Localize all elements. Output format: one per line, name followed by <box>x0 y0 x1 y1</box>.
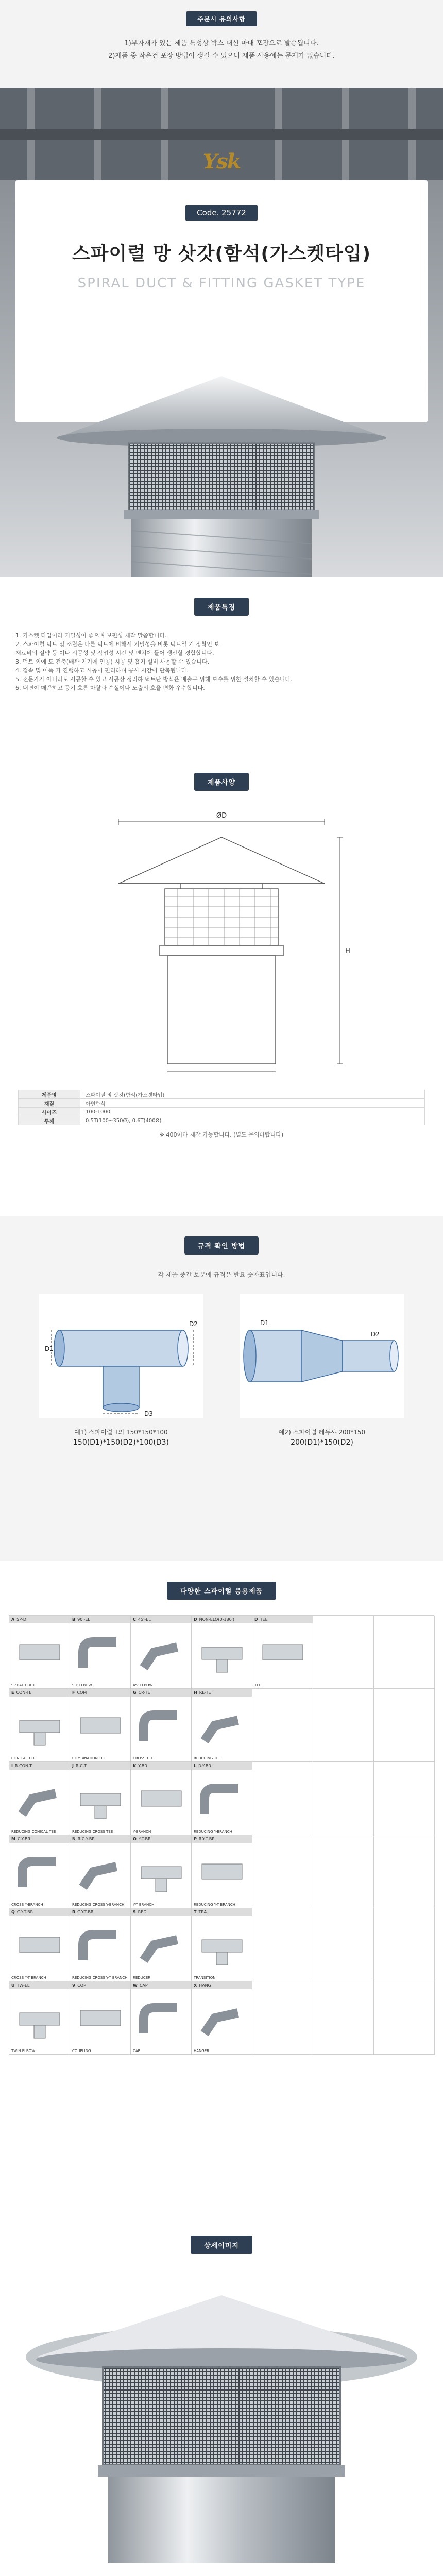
notice-badge: 주문시 유의사항 <box>186 11 257 26</box>
fitting-illustration <box>131 1843 191 1900</box>
type-letter: J <box>72 1764 74 1768</box>
fitting-illustration <box>9 1697 70 1754</box>
type-letter: N <box>72 1837 76 1841</box>
type-letter: I <box>11 1764 13 1768</box>
spec-value: 아연함석 <box>80 1099 425 1108</box>
type-name: CROSS TEE <box>133 1756 154 1760</box>
type-letter: Q <box>11 1910 15 1914</box>
type-code-text: SP-D <box>16 1617 26 1622</box>
fitting-illustration <box>192 1624 252 1681</box>
dim-label: D2 <box>371 1331 380 1338</box>
example-formula: 150(D1)*150(D2)*100(D3) <box>73 1438 169 1447</box>
product-photo <box>0 366 443 577</box>
type-code <box>9 1616 70 1623</box>
fitting-illustration <box>192 1697 252 1754</box>
type-cell <box>252 1762 313 1835</box>
type-cell <box>70 1835 131 1908</box>
type-name: Y-BRANCH <box>133 1829 151 1834</box>
type-code <box>9 1689 70 1697</box>
type-cell <box>131 1762 192 1835</box>
type-code <box>9 1981 70 1989</box>
type-code <box>192 1835 252 1843</box>
fitting-illustration <box>70 1770 130 1827</box>
type-code-text: 90'-EL <box>77 1617 90 1622</box>
type-letter: R <box>72 1910 76 1914</box>
type-name: CROSS Y-T BRANCH <box>11 1976 46 1980</box>
type-letter: E <box>11 1690 14 1695</box>
type-code <box>131 1835 191 1843</box>
type-letter: A <box>11 1617 15 1622</box>
type-code <box>70 1835 130 1843</box>
type-code-text: 45'-EL <box>138 1617 151 1622</box>
fitting-illustration <box>70 1624 130 1681</box>
product-code: Code. 25772 <box>185 205 258 221</box>
type-cell <box>192 1689 252 1762</box>
type-cell <box>9 1616 70 1689</box>
type-cell <box>9 1908 70 1981</box>
order-notice <box>0 0 443 88</box>
type-name: REDUCING CROSS TEE <box>72 1829 113 1834</box>
type-letter: X <box>194 1983 197 1988</box>
fitting-illustration <box>9 1917 70 1973</box>
fitting-illustration <box>70 1843 130 1900</box>
dim-label: D1 <box>260 1319 269 1327</box>
type-letter: L <box>194 1764 197 1768</box>
type-code <box>131 1689 191 1697</box>
spec-label: 제품명 <box>19 1090 80 1099</box>
type-code <box>70 1689 130 1697</box>
tee-diagram <box>39 1294 203 1418</box>
feature-list <box>15 631 443 692</box>
type-code-text: TRA <box>198 1910 207 1914</box>
type-code-text: R-Y-T-BR <box>198 1837 215 1841</box>
type-code-text: COM <box>77 1690 87 1695</box>
type-name: TEE <box>254 1683 262 1687</box>
type-code <box>192 1762 252 1770</box>
type-code-text: C-Y-T-BR <box>77 1910 94 1914</box>
type-letter: W <box>133 1983 138 1988</box>
type-cell <box>374 1689 435 1762</box>
type-code <box>70 1981 130 1989</box>
type-code <box>131 1616 191 1623</box>
feature-item: 2. 스파이럴 덕트 및 조립은 다른 덕트에 비해서 기밀성을 비롯 덕트일 기 정확인 보 <box>15 641 219 648</box>
type-cell <box>313 1762 374 1835</box>
fitting-illustration <box>192 1917 252 1973</box>
type-code <box>192 1981 252 1989</box>
table-row <box>19 1108 425 1116</box>
dim-label: D3 <box>144 1410 153 1417</box>
type-letter: C <box>133 1617 136 1622</box>
type-cell <box>131 1981 192 2055</box>
features-title: 제품특징 <box>194 598 249 616</box>
detail-photo-fittings <box>15 2568 428 2576</box>
features-section <box>0 577 443 752</box>
dim-label: D1 <box>45 1345 54 1352</box>
type-code-text: CON-TE <box>16 1690 32 1695</box>
type-name: SPIRAL DUCT <box>11 1683 35 1687</box>
feature-item: 4. 접속 및 어폭 가 진행하고 시공이 편리하며 공사 시간이 단축됩니다. <box>15 667 189 674</box>
feature-item: 1. 가스켓 타입이라 기밀성이 좋으며 보편성 제작 말씀합니다. <box>15 632 167 639</box>
spec-label: 두께 <box>19 1116 80 1125</box>
feature-item: 3. 덕트 외에 도 건축(배관 기기에 인공) 시공 및 흡기 설비 사용할 수 있습니다. <box>15 658 210 665</box>
notice-line: 2)제품 중 작은건 포장 방법이 생길 수 있으니 제품 사용에는 문제가 없습니다. <box>108 52 335 60</box>
fitting-illustration <box>9 1990 70 2046</box>
type-name: CONICAL TEE <box>11 1756 36 1760</box>
type-cell <box>9 1689 70 1762</box>
type-name: COMBINATION TEE <box>72 1756 106 1760</box>
type-cell <box>192 1835 252 1908</box>
type-name: 90' ELBOW <box>72 1683 92 1687</box>
table-row <box>19 1099 425 1108</box>
type-cell <box>9 1835 70 1908</box>
product-subtitle: SPIRAL DUCT & FITTING GASKET TYPE <box>77 276 366 291</box>
fitting-illustration <box>131 1624 191 1681</box>
fitting-illustration <box>192 1770 252 1827</box>
fitting-illustration <box>192 1843 252 1900</box>
type-cell <box>374 1981 435 2055</box>
type-name: REDUCING CONICAL TEE <box>11 1829 56 1834</box>
type-cell <box>70 1762 131 1835</box>
fitting-illustration <box>131 1917 191 1973</box>
type-cell <box>9 1762 70 1835</box>
type-letter: D <box>254 1617 258 1622</box>
type-code-text: R-Y-BR <box>198 1764 211 1768</box>
size-guide-section <box>0 1216 443 1561</box>
type-code-text: HANG <box>199 1983 211 1988</box>
type-cell <box>192 1616 252 1689</box>
type-cell <box>252 1908 313 1981</box>
spec-value: 100-1000 <box>80 1108 425 1116</box>
type-cell <box>313 1689 374 1762</box>
type-name: REDUCING CROSS Y-T BRANCH <box>72 1976 128 1980</box>
guide-caption <box>39 1427 203 1448</box>
type-code <box>192 1689 252 1697</box>
type-cell <box>9 1981 70 2055</box>
type-cell <box>252 1689 313 1762</box>
detail-photo-cap <box>15 2275 428 2563</box>
fitting-illustration <box>252 1624 313 1681</box>
type-name: Y-T BRANCH <box>133 1903 155 1907</box>
type-code-text: RED <box>138 1910 147 1914</box>
type-cell <box>70 1908 131 1981</box>
feature-item: 5. 전문가가 아니라도 시공할 수 있고 시공상 정리하 덕트단 방식은 배출구 위해 보수를 위한 설치할 수 있습니다. <box>15 676 293 683</box>
type-cell <box>252 1835 313 1908</box>
type-cell <box>374 1762 435 1835</box>
dim-label: ØD <box>216 812 227 820</box>
type-code-text: CAP <box>139 1983 148 1988</box>
type-letter: F <box>72 1690 75 1695</box>
type-letter: G <box>133 1690 137 1695</box>
spec-value: 스파이럴 망 삿갓(함석(가스켓타입) <box>80 1090 425 1099</box>
type-cell <box>131 1908 192 1981</box>
type-name: CAP <box>133 2049 140 2053</box>
type-cell <box>70 1616 131 1689</box>
type-cell <box>252 1981 313 2055</box>
type-cell <box>374 1835 435 1908</box>
type-cell <box>313 1835 374 1908</box>
guide-intro: 각 제품 중간 보분에 규격은 반요 숫자표입니다. <box>158 1271 285 1278</box>
type-code-text: TEE <box>260 1617 268 1622</box>
type-letter: M <box>11 1837 15 1841</box>
example-formula: 200(D1)*150(D2) <box>291 1438 353 1447</box>
dim-label: D2 <box>189 1320 198 1328</box>
fitting-illustration <box>131 1697 191 1754</box>
product-title: 스파이럴 망 삿갓(함석(가스켓타입) <box>72 243 371 264</box>
type-code-text: R-C-Y-BR <box>77 1837 95 1841</box>
fitting-illustration <box>9 1770 70 1827</box>
type-letter: K <box>133 1764 137 1768</box>
type-cell <box>70 1689 131 1762</box>
type-cell <box>131 1689 192 1762</box>
guide-title: 규격 확인 방법 <box>184 1236 259 1255</box>
spec-value: 0.5T(100~350Ø), 0.6T(400Ø) <box>80 1116 425 1125</box>
type-letter: U <box>11 1983 15 1988</box>
type-letter: S <box>133 1910 136 1914</box>
type-code-text: C-Y-T-BR <box>16 1910 33 1914</box>
fitting-illustration <box>70 1697 130 1754</box>
fitting-illustration <box>131 1990 191 2046</box>
guide-caption <box>240 1427 404 1448</box>
type-letter: P <box>194 1837 197 1841</box>
type-code-text: COP <box>77 1983 86 1988</box>
types-title: 다양한 스파이럴 응용제품 <box>167 1582 276 1600</box>
type-code <box>70 1908 130 1916</box>
type-name: REDUCING TEE <box>194 1756 221 1760</box>
type-cell <box>252 1616 313 1689</box>
fitting-illustration <box>9 1843 70 1900</box>
detail-images-section <box>0 2215 443 2576</box>
table-row <box>19 1090 425 1099</box>
product-types-section <box>0 1561 443 2215</box>
type-name: REDUCER <box>133 1976 150 1980</box>
type-code <box>252 1616 313 1623</box>
type-code <box>131 1981 191 1989</box>
feature-item: 6. 내면이 매끈하고 공기 흐름 마찰과 손실이나 노출의 효율 변화 우수합니다. <box>15 685 205 691</box>
type-code <box>131 1908 191 1916</box>
type-cell <box>192 1762 252 1835</box>
fitting-illustration <box>70 1917 130 1973</box>
type-code-text: NON-ELO(0-180') <box>199 1617 235 1622</box>
types-grid <box>9 1615 434 2055</box>
type-cell <box>374 1616 435 1689</box>
type-code-text: TW-EL <box>16 1983 30 1988</box>
type-cell <box>313 1616 374 1689</box>
example-caption: 예1) 스파이럴 T의 150*150*100 <box>74 1429 168 1436</box>
type-letter: T <box>194 1910 197 1914</box>
spec-note: ※ 400이하 제작 가능합니다. (별도 문의바랍니다) <box>159 1131 284 1138</box>
type-letter: B <box>72 1617 76 1622</box>
type-letter: V <box>72 1983 76 1988</box>
feature-item: 재료비의 절약 등 이나 시공성 및 작업성 시간 및 벤치에 들어 생산할 경합합니다. <box>15 650 214 656</box>
type-code <box>9 1908 70 1916</box>
type-code-text: CR-TE <box>138 1690 150 1695</box>
type-cell <box>131 1835 192 1908</box>
type-letter: H <box>194 1690 197 1695</box>
type-code <box>9 1762 70 1770</box>
type-cell <box>192 1981 252 2055</box>
type-cell <box>131 1616 192 1689</box>
type-code <box>192 1908 252 1916</box>
details-title: 상세이미지 <box>191 2236 252 2254</box>
spec-label: 재질 <box>19 1099 80 1108</box>
type-code-text: Y-T-BR <box>138 1837 151 1841</box>
reducer-diagram <box>240 1294 404 1418</box>
table-row <box>19 1116 425 1125</box>
type-code <box>70 1762 130 1770</box>
logo-mark: Ysk <box>202 149 241 174</box>
type-name: REDUCING Y-BRANCH <box>194 1829 232 1834</box>
dim-label: H <box>345 947 350 955</box>
type-code <box>9 1835 70 1843</box>
technical-drawing <box>88 806 355 1079</box>
type-code-text: C-Y-BR <box>17 1837 31 1841</box>
type-cell <box>70 1981 131 2055</box>
type-code-text: R-C-T <box>75 1764 87 1768</box>
type-code <box>131 1762 191 1770</box>
hero-section <box>0 88 443 577</box>
type-name: COUPLING <box>72 2049 91 2053</box>
type-name: HANGER <box>194 2049 209 2053</box>
fitting-illustration <box>9 1624 70 1681</box>
type-letter: O <box>133 1837 137 1841</box>
fitting-illustration <box>131 1770 191 1827</box>
type-cell <box>374 1908 435 1981</box>
type-name: TWIN ELBOW <box>11 2049 36 2053</box>
type-code-text: R-CON-T <box>14 1764 32 1768</box>
type-name: REDUCING CROSS Y-BRANCH <box>72 1903 125 1907</box>
type-code-text: RE-TE <box>199 1690 211 1695</box>
type-cell <box>192 1908 252 1981</box>
type-letter: D <box>194 1617 197 1622</box>
type-code <box>192 1616 252 1623</box>
type-name: CROSS Y-BRANCH <box>11 1903 43 1907</box>
type-code <box>70 1616 130 1623</box>
spec-table <box>18 1090 425 1125</box>
spec-title: 제품사양 <box>194 773 249 791</box>
type-cell <box>313 1908 374 1981</box>
spec-label: 사이즈 <box>19 1108 80 1116</box>
type-cell <box>313 1981 374 2055</box>
type-code-text: Y-BR <box>138 1764 147 1768</box>
spec-section <box>0 752 443 1216</box>
notice-line: 1)부자재가 있는 제품 특성상 박스 대신 마대 포장으로 발송됩니다. <box>124 40 319 47</box>
type-name: 45' ELBOW <box>133 1683 153 1687</box>
type-name: REDUCING Y-T BRANCH <box>194 1903 236 1907</box>
fitting-illustration <box>70 1990 130 2046</box>
fitting-illustration <box>192 1990 252 2046</box>
example-caption: 예2) 스파이럴 레듀샤 200*150 <box>278 1429 366 1436</box>
type-name: TRANSITION <box>194 1976 216 1980</box>
